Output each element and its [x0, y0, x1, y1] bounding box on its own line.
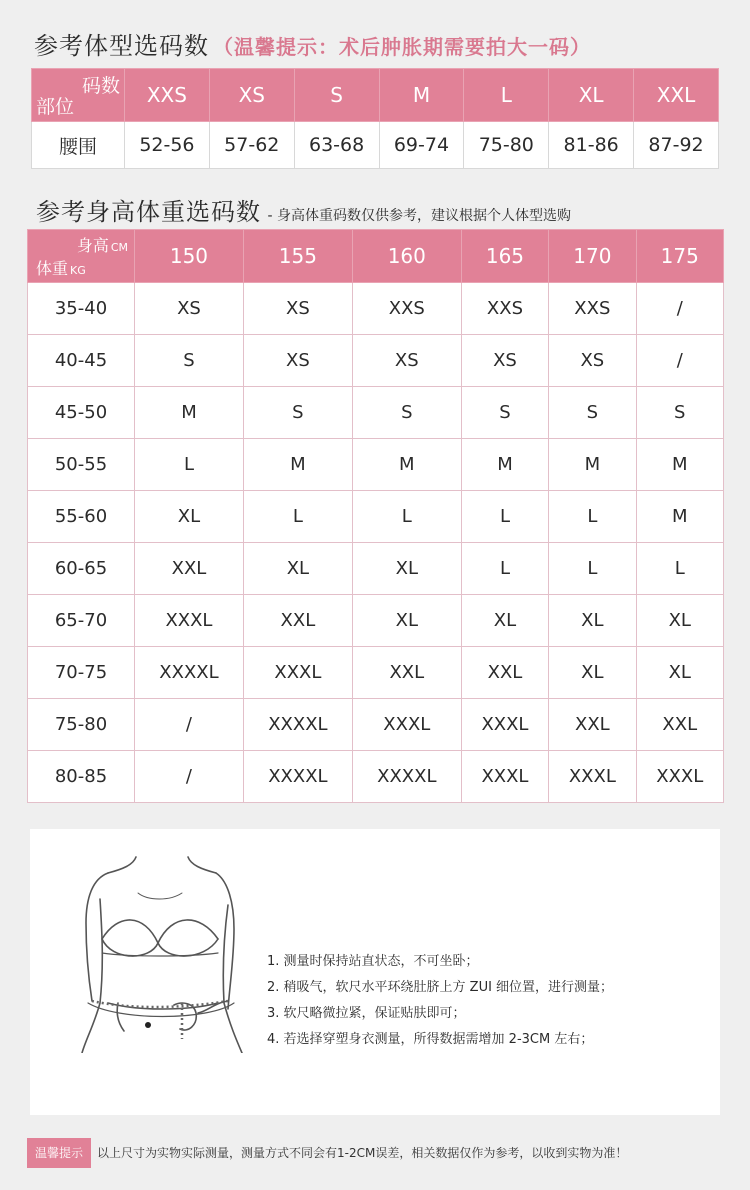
weight-row — [28, 491, 724, 543]
recommended-size: L — [461, 543, 548, 595]
footer-badge: 温馨提示 — [27, 1138, 91, 1168]
recommended-size: S — [549, 387, 636, 439]
recommended-size: M — [549, 439, 636, 491]
recommended-size: / — [636, 283, 723, 335]
corner-height-text: 身高 — [76, 236, 109, 255]
weight-range: 80-85 — [28, 751, 135, 803]
recommended-size: M — [135, 387, 244, 439]
corner-weight-label — [36, 256, 86, 279]
height-weight-body — [28, 283, 724, 803]
waist-table-corner — [32, 69, 125, 122]
recommended-size: XL — [549, 595, 636, 647]
waist-row — [32, 122, 719, 169]
recommended-size: XL — [461, 595, 548, 647]
size-header: L — [464, 69, 549, 122]
corner-weight-unit: KG — [70, 264, 86, 277]
recommended-size: XXXL — [636, 751, 723, 803]
weight-row — [28, 387, 724, 439]
size-header: XXL — [634, 69, 719, 122]
recommended-size: S — [135, 335, 244, 387]
weight-range: 60-65 — [28, 543, 135, 595]
waist-value: 75-80 — [464, 122, 549, 169]
recommended-size: XXS — [461, 283, 548, 335]
recommended-size: / — [135, 699, 244, 751]
recommended-size: XXXL — [352, 699, 461, 751]
recommended-size: XL — [636, 647, 723, 699]
waist-size-table — [31, 68, 719, 169]
recommended-size: XXXXL — [135, 647, 244, 699]
height-weight-heading: 参考身高体重选码数 — [36, 198, 261, 226]
recommended-size: XS — [352, 335, 461, 387]
height-header-row — [28, 230, 724, 283]
height-weight-table — [27, 229, 724, 803]
weight-row — [28, 439, 724, 491]
weight-row — [28, 647, 724, 699]
recommended-size: L — [461, 491, 548, 543]
recommended-size: XL — [243, 543, 352, 595]
weight-range: 40-45 — [28, 335, 135, 387]
recommended-size: / — [636, 335, 723, 387]
height-weight-corner — [28, 230, 135, 283]
recommended-size: L — [352, 491, 461, 543]
recommended-size: M — [461, 439, 548, 491]
waist-row-label: 腰围 — [32, 122, 125, 169]
recommended-size: XL — [135, 491, 244, 543]
swelling-tip: （温馨提示：术后肿胀期需要拍大一码） — [213, 35, 591, 59]
recommended-size: S — [461, 387, 548, 439]
height-header: 150 — [135, 230, 244, 283]
recommended-size: M — [636, 439, 723, 491]
height-weight-title — [36, 192, 571, 227]
weight-row — [28, 543, 724, 595]
recommended-size: S — [636, 387, 723, 439]
recommended-size: XXXL — [135, 595, 244, 647]
waist-value: 57-62 — [209, 122, 294, 169]
height-header: 170 — [549, 230, 636, 283]
recommended-size: XXXXL — [243, 751, 352, 803]
corner-weight-text: 体重 — [36, 259, 69, 278]
measurement-guide — [30, 829, 720, 1115]
recommended-size: S — [243, 387, 352, 439]
measurement-step: 2. 稍吸气，软尺水平环绕肚脐上方 ZUI 细位置，进行测量； — [267, 980, 614, 995]
weight-row — [28, 595, 724, 647]
recommended-size: XXL — [352, 647, 461, 699]
recommended-size: XXXXL — [243, 699, 352, 751]
footer-notice — [27, 1138, 724, 1168]
measurement-step: 4. 若选择穿塑身衣测量，所得数据需增加 2-3CM 左右； — [267, 1032, 594, 1047]
recommended-size: XXL — [243, 595, 352, 647]
weight-range: 70-75 — [28, 647, 135, 699]
recommended-size: XL — [352, 543, 461, 595]
recommended-size: XXXL — [461, 751, 548, 803]
size-header: XL — [549, 69, 634, 122]
recommended-size: XS — [135, 283, 244, 335]
height-weight-note: - 身高体重码数仅供参考，建议根据个人体型选购 — [263, 208, 571, 224]
recommended-size: XL — [352, 595, 461, 647]
weight-row — [28, 699, 724, 751]
recommended-size: XXXL — [549, 751, 636, 803]
size-header: XXS — [125, 69, 210, 122]
recommended-size: M — [352, 439, 461, 491]
recommended-size: L — [243, 491, 352, 543]
size-chart-title — [34, 26, 591, 61]
recommended-size: XXXL — [461, 699, 548, 751]
weight-range: 45-50 — [28, 387, 135, 439]
measurement-step: 1. 测量时保持站直状态，不可坐卧； — [267, 954, 479, 969]
recommended-size: XXL — [636, 699, 723, 751]
recommended-size: L — [135, 439, 244, 491]
weight-range: 35-40 — [28, 283, 135, 335]
weight-row — [28, 335, 724, 387]
size-chart-heading: 参考体型选码数 — [34, 32, 209, 60]
recommended-size: XL — [549, 647, 636, 699]
recommended-size: XS — [243, 283, 352, 335]
recommended-size: L — [549, 543, 636, 595]
recommended-size: L — [636, 543, 723, 595]
corner-part-label: 部位 — [36, 96, 75, 118]
weight-range: 55-60 — [28, 491, 135, 543]
recommended-size: S — [352, 387, 461, 439]
recommended-size: XXS — [352, 283, 461, 335]
waist-value: 81-86 — [549, 122, 634, 169]
height-header: 155 — [243, 230, 352, 283]
waist-value: 63-68 — [294, 122, 379, 169]
footer-text: 以上尺寸为实物实际测量，测量方式不同会有1-2CM误差，相关数据仅作为参考，以收到实物为准！ — [97, 1146, 628, 1160]
corner-height-label — [77, 233, 128, 256]
recommended-size: XXL — [549, 699, 636, 751]
recommended-size: XL — [636, 595, 723, 647]
waist-value: 87-92 — [634, 122, 719, 169]
recommended-size: XXS — [549, 283, 636, 335]
recommended-size: L — [549, 491, 636, 543]
weight-row — [28, 283, 724, 335]
weight-row — [28, 751, 724, 803]
weight-range: 75-80 — [28, 699, 135, 751]
measurement-step: 3. 软尺略微拉紧，保证贴肤即可； — [267, 1006, 466, 1021]
height-header: 160 — [352, 230, 461, 283]
weight-range: 50-55 — [28, 439, 135, 491]
size-header: S — [294, 69, 379, 122]
waist-value: 69-74 — [379, 122, 464, 169]
height-header: 165 — [461, 230, 548, 283]
size-header: M — [379, 69, 464, 122]
corner-height-unit: CM — [110, 241, 128, 254]
recommended-size: XS — [461, 335, 548, 387]
recommended-size: M — [243, 439, 352, 491]
recommended-size: XS — [243, 335, 352, 387]
measurement-steps — [267, 949, 613, 1053]
recommended-size: XS — [549, 335, 636, 387]
recommended-size: M — [636, 491, 723, 543]
waist-value: 52-56 — [125, 122, 210, 169]
waist-measurement-figure — [78, 853, 248, 1053]
corner-size-label: 码数 — [81, 75, 120, 97]
recommended-size: XXXXL — [352, 751, 461, 803]
recommended-size: XXL — [135, 543, 244, 595]
height-header: 175 — [636, 230, 723, 283]
size-header: XS — [209, 69, 294, 122]
recommended-size: XXXL — [243, 647, 352, 699]
waist-table-header — [32, 69, 719, 122]
recommended-size: / — [135, 751, 244, 803]
weight-range: 65-70 — [28, 595, 135, 647]
recommended-size: XXL — [461, 647, 548, 699]
